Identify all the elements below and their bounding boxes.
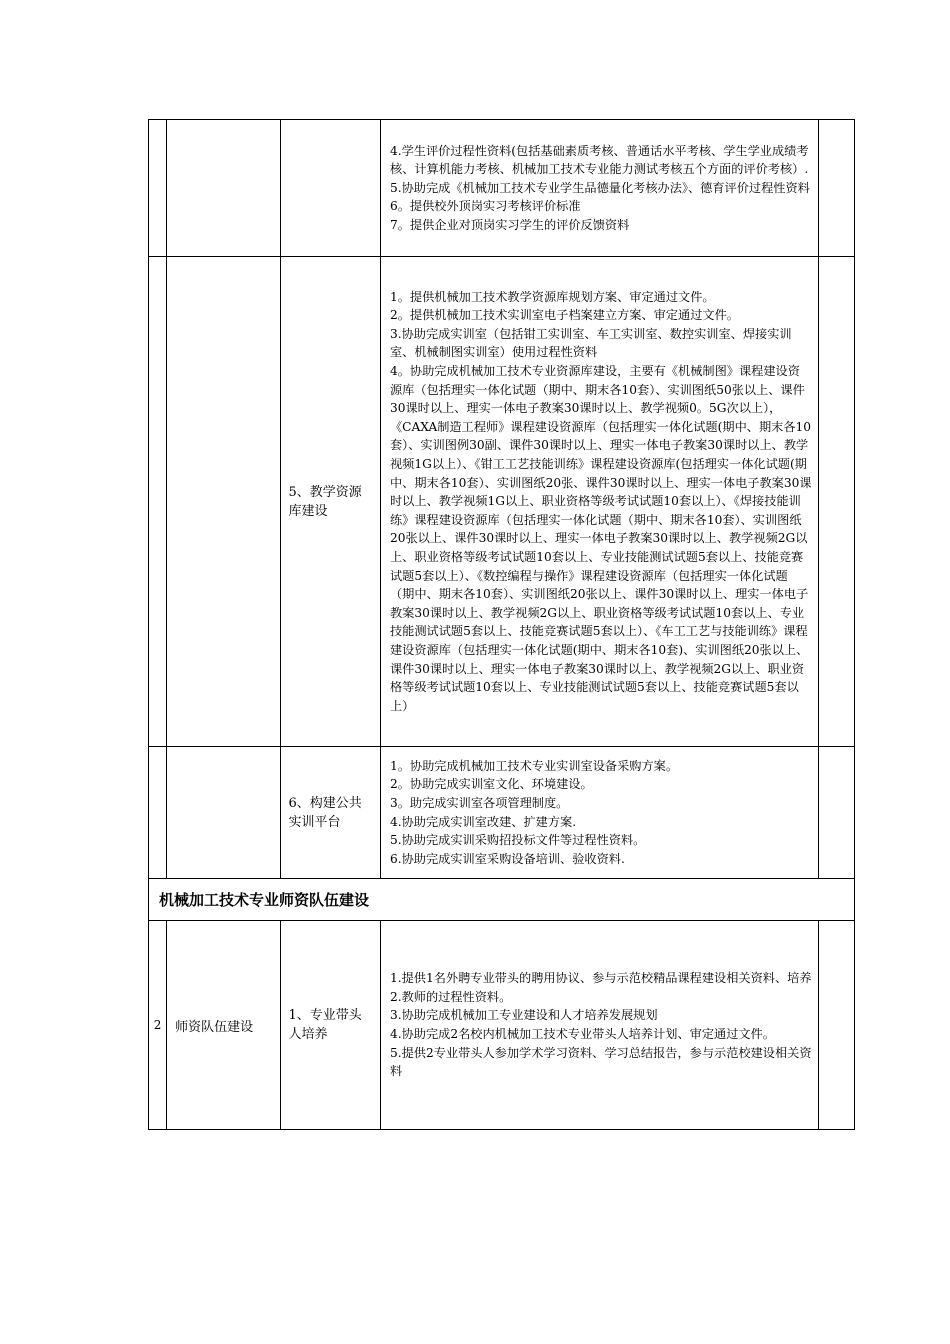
list-item: 1.提供1名外聘专业带头的聘用协议、参与示范校精品课程建设相关资料、培养 <box>389 971 812 986</box>
list-item: 1。提供机械加工技术教学资源库规划方案、审定通过文件。 <box>389 289 715 304</box>
list-item: 3。助完成实训室各项管理制度。 <box>389 795 569 810</box>
section-header-row <box>149 879 855 921</box>
list-item: 6。提供校外顶岗实习考核评价标准 <box>389 199 581 214</box>
list-item: 1。协助完成机械加工技术专业实训室设备采购方案。 <box>389 758 679 773</box>
category-cell <box>167 921 280 1130</box>
list-item: 3.协助完成实训室（包括钳工实训室、车工实训室、数控实训室、焊接实训室、机械制图实训室）使用过程性资料 <box>389 326 792 360</box>
list-item: 2。协助完成实训室文化、环境建设。 <box>389 777 593 792</box>
number-cell <box>149 747 167 879</box>
content-cell <box>380 921 818 1130</box>
subproject-cell <box>280 747 380 879</box>
subproject-label: 1、专业带头人培养 <box>288 1008 362 1042</box>
list-item: 4.协助完成实训室改建、扩建方案. <box>389 814 577 829</box>
category-cell <box>167 257 280 747</box>
category-label: 师资队伍建设 <box>175 1019 254 1035</box>
list-item: 5.协助完成实训采购招投标文件等过程性资料。 <box>389 833 646 848</box>
remark-cell <box>818 120 854 257</box>
list-item: 4.协助完成2名校内机械加工技术专业带头人培养计划、审定通过文件。 <box>389 1027 775 1041</box>
list-item: 3.协助完成机械加工专业建设和人才培养发展规划 <box>389 1008 658 1023</box>
table-row <box>149 921 855 1130</box>
subproject-cell <box>280 921 380 1130</box>
number-cell <box>149 921 167 1130</box>
table-row <box>149 120 855 257</box>
list-item: 5.提供2专业带头人参加学术学习资料、学习总结报告，参与示范校建设相关资料 <box>389 1045 812 1079</box>
content-cell <box>380 257 818 747</box>
subproject-cell <box>280 120 380 257</box>
table-row <box>149 257 855 747</box>
list-item: 2.教师的过程性资料。 <box>389 989 512 1004</box>
subproject-label: 5、教学资源库建设 <box>288 484 362 519</box>
content-list <box>381 286 818 718</box>
content-list <box>381 140 818 237</box>
section-title: 机械加工技术专业师资队伍建设 <box>159 891 370 909</box>
content-cell <box>380 120 818 257</box>
list-item: 4.学生评价过程性资料(包括基础素质考核、普通话水平考核、学生学业成绩考核、计算机能力考核、机械加工技术专业能力测试考核五个方面的评价考核）. <box>389 143 809 177</box>
section-title-cell <box>149 879 855 921</box>
number-cell <box>149 120 167 257</box>
subproject-label: 6、构建公共实训平台 <box>288 795 362 830</box>
number-cell <box>149 257 167 747</box>
content-list <box>381 967 818 1083</box>
content-cell <box>380 747 818 879</box>
subproject-cell <box>280 257 380 747</box>
list-item: 2。提供机械加工技术实训室电子档案建立方案、审定通过文件。 <box>389 308 739 323</box>
list-item: 6.协助完成实训室采购设备培训、验收资料. <box>389 851 625 866</box>
remark-cell <box>818 747 854 879</box>
list-item: 4。协助完成机械加工技术专业资源库建设，主要有《机械制图》课程建设资源库（包括理实一体化试题（期中、期末各10套）、实训图纸50张以上、课件30课时以上、理实一体电子教案30课时以上、教学视频0。5G次以上），《CAXA制造工程师》课程建设资源库（包括理实一体化试题(期中、期末各10套）、实训图例30副、课件30课时以上、理实一体电子教案30课时以上、教学视频1G以上）、《钳工工艺技能训练》课程建设资源库(包括理实一体化试题(期中、期末各10套）、实训图纸20张、课件30课时以上、理实一体电子教案30课时以上、教学视频1G以上、职业资格等级考试试题10套以上）、《焊接技能训练》课程建设资源库（包括理实一体化试题（期中、期末各10套）、实训图纸20张以上、课件30课时以上、理实一体电子教案30课时以上、教学视频2G以上、职业资格等级考试试题10套以上、专业技能测试试题5套以上、技能竞赛试题5套以上）、《数控编程与操作》课程建设资源库（包括理实一体化试题（期中、期末各10套）、实训图纸20张以上、课件30课时以上、理实一体电子教案30课时以上、教学视频2G以上、职业资格等级考试试题10套以上、专业技能测试试题5套以上、技能竞赛试题5套以上）、《车工工艺与技能训练》课程建设资源库（包括理实一体化试题(期中、期末各10套)、实训图纸20张以上、课件30课时以上、理实一体电子教案30课时以上、教学视频2G以上、职业资格等级考试试题10套以上、专业技能测试试题5套以上、技能竞赛试题5套以上） <box>389 364 812 713</box>
category-cell <box>167 120 280 257</box>
list-item: 5.协助完成《机械加工技术专业学生品德量化考核办法》、德育评价过程性资料 <box>389 180 810 195</box>
row-number: 2 <box>153 1018 162 1032</box>
remark-cell <box>818 921 854 1130</box>
content-list <box>381 755 818 871</box>
table-row <box>149 747 855 879</box>
category-cell <box>167 747 280 879</box>
remark-cell <box>818 257 854 747</box>
work-plan-table <box>148 119 855 1130</box>
list-item: 7。提供企业对顶岗实习学生的评价反馈资料 <box>389 217 630 232</box>
